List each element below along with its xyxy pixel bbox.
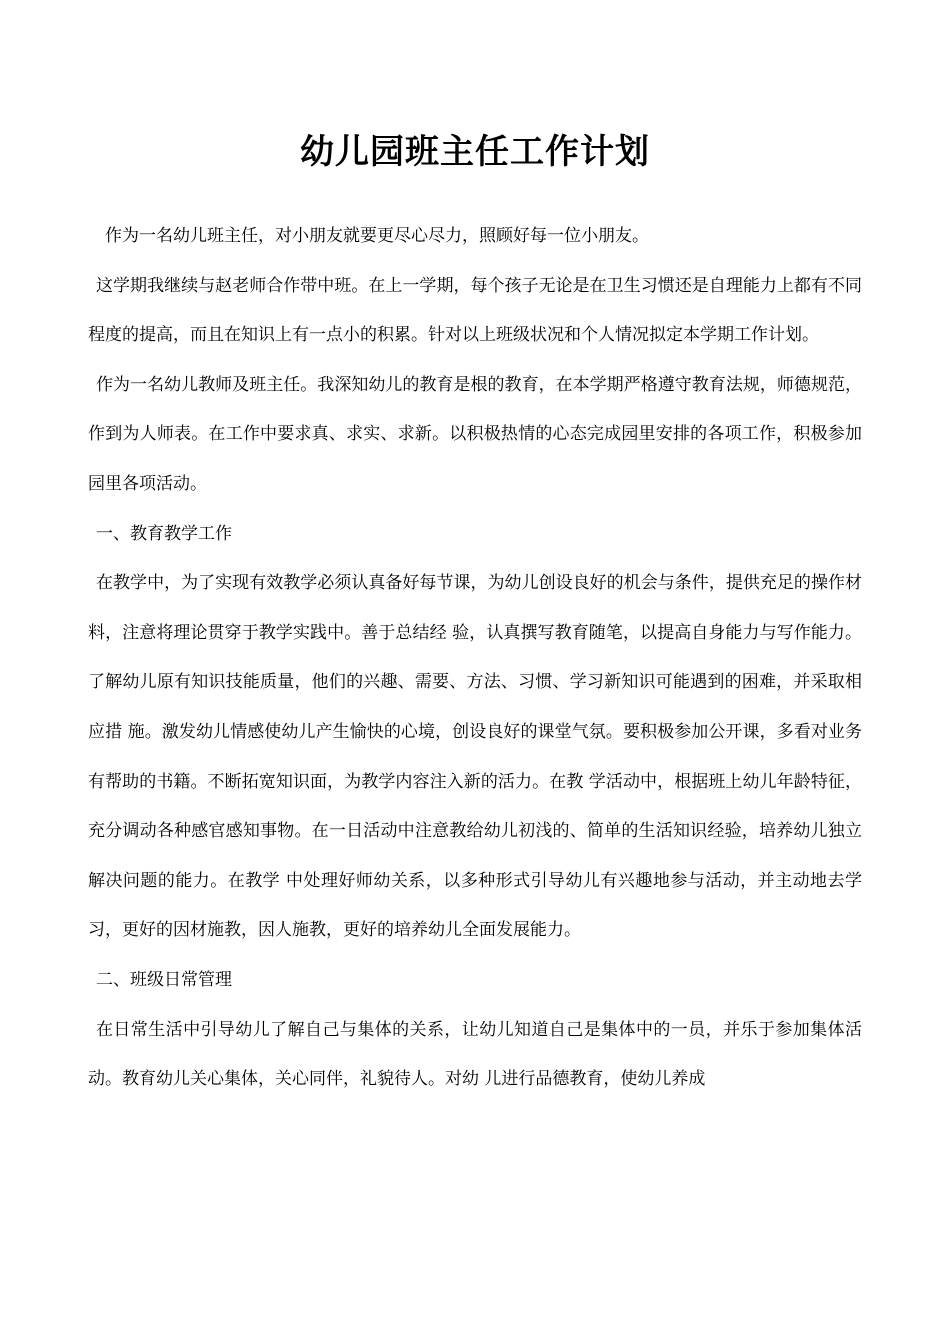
document-title: 幼儿园班主任工作计划 <box>300 132 650 172</box>
paragraph-class-management: 在日常生活中引导幼儿了解自己与集体的关系，让幼儿知道自己是集体中的一员，并乐于参加集体活动。教育幼儿关心集体，关心同伴，礼貌待人。对幼 儿进行品德教育，使幼儿养成 <box>88 1019 862 1090</box>
paragraph-intro: 作为一名幼儿班主任，对小朋友就要更尽心尽力，照顾好每一位小朋友。 <box>105 226 649 246</box>
paragraph-attitude: 作为一名幼儿教师及班主任。我深知幼儿的教育是根的教育，在本学期严格遵守教育法规，师德规范，作到为人师表。在工作中要求真、求实、求新。以积极热情的心态完成园里安排的各项工作，积极参加园里各项活动。 <box>88 374 862 494</box>
section-heading-teaching: 一、教育教学工作 <box>96 523 232 544</box>
section-heading-class-management: 二、班级日常管理 <box>96 969 232 990</box>
paragraph-background: 这学期我继续与赵老师合作带中班。在上一学期，每个孩子无论是在卫生习惯还是自理能力上都有不同程度的提高，而且在知识上有一点小的积累。针对以上班级状况和个人情况拟定本学期工作计划。 <box>88 275 862 346</box>
document-body <box>88 212 862 1105</box>
paragraph-teaching: 在教学中，为了实现有效教学必须认真备好每节课，为幼儿创设良好的机会与条件，提供充足的操作材料，注意将理论贯穿于教学实践中。善于总结经 验，认真撰写教育随笔，以提高自身能力与写作能力。了解幼儿原有知识技能质量，他们的兴趣、需要、方法、习惯、学习新知识可能遇到的困难，并采取相应措 施。激发幼儿情感使幼儿产生愉快的心境，创设良好的课堂气氛。要积极参加公开课，多看对业务有帮助的书籍。不断拓宽知识面，为教学内容注入新的活力。在教 学活动中，根据班上幼儿年龄特征，充分调动各种感官感知事物。在一日活动中注意教给幼儿初浅的、简单的生活知识经验，培养幼儿独立解决问题的能力。在教学 中处理好师幼关系，以多种形式引导幼儿有兴趣地参与活动，并主动地去学习，更好的因材施教，因人施教，更好的培养幼儿全面发展能力。 <box>88 573 862 941</box>
